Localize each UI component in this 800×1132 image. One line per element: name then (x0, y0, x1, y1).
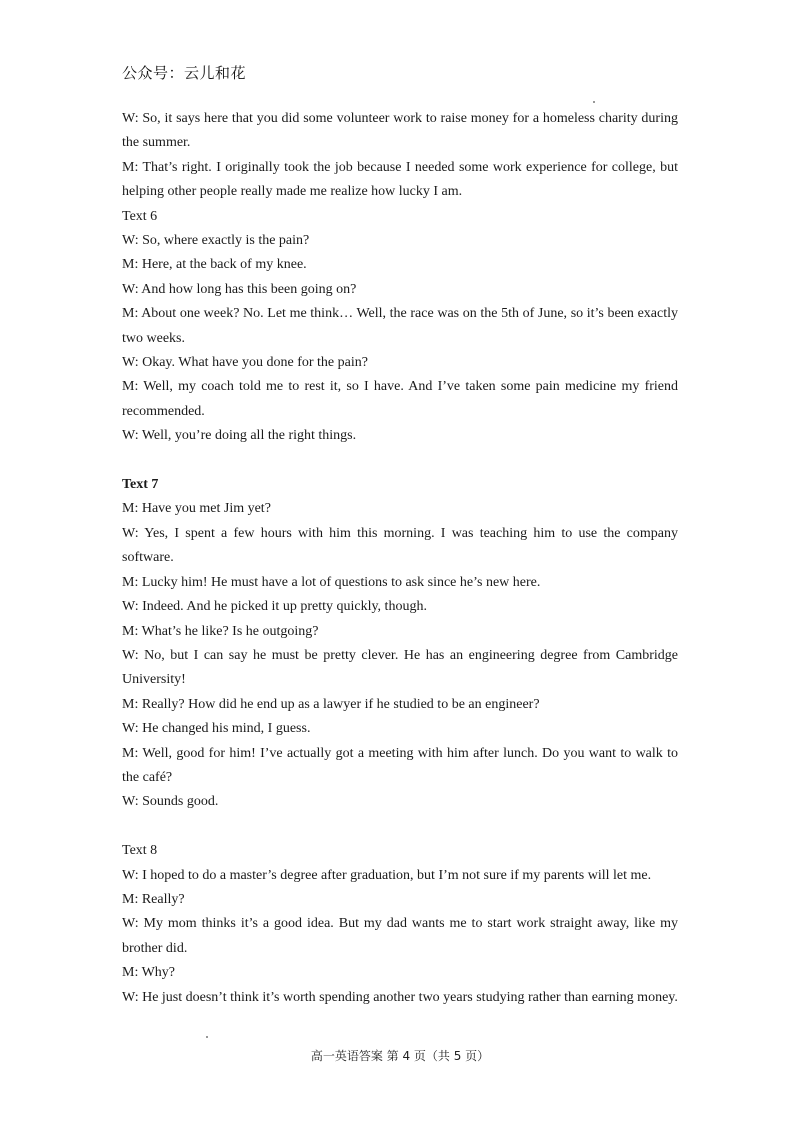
dialogue-line: W: Yes, I spent a few hours with him this morning. I was teaching him to use the company software. (122, 525, 678, 566)
dialogue-line: W: No, but I can say he must be pretty clever. He has an engineering degree from Cambridge University! (122, 647, 678, 688)
dialogue-line: W: My mom thinks it’s a good idea. But my dad wants me to start work straight away, like my brother did. (122, 916, 678, 956)
page-footer: 高一英语答案 第 4 页（共 5 页） (310, 1049, 490, 1063)
dialogue-line: M: Really? (122, 891, 185, 907)
dialogue-line: W: So, where exactly is the pain? (122, 233, 310, 249)
dialogue-line: M: About one week? No. Let me think… Well, the race was on the 5th of June, so it’s been exactly two weeks. (122, 306, 678, 346)
dialogue-line: M: Well, my coach told me to rest it, so I have. And I’ve taken some pain medicine my friend recommended. (122, 379, 678, 419)
dialogue-line: M: Well, good for him! I’ve actually got a meeting with him after lunch. Do you want to walk to the café? (122, 745, 678, 785)
dialogue-line: W: And how long has this been going on? (122, 281, 357, 297)
dialogue-line: M: Really? How did he end up as a lawyer if he studied to be an engineer? (122, 696, 540, 712)
dialogue-line: W: He just doesn’t think it’s worth spending another two years studying rather than earning money. (122, 989, 678, 1005)
header-watermark: 公众号：云儿和花 (122, 64, 247, 82)
dialogue-line: M: Lucky him! He must have a lot of questions to ask since he’s new here. (122, 574, 541, 590)
paragraph-spacer (122, 815, 678, 839)
dialogue-line: W: Indeed. And he picked it up pretty quickly, though. (122, 599, 427, 615)
dialogue-line: M: That’s right. I originally took the job because I needed some work experience for college, but helping other people really made me realize how lucky I am. (122, 159, 678, 200)
paragraph-spacer (122, 449, 678, 473)
dialogue-line: W: Sounds good. (122, 794, 219, 810)
dialogue-line: W: So, it says here that you did some volunteer work to raise money for a homeless charity during the summer. (122, 111, 678, 151)
dialogue-line: M: Have you met Jim yet? (122, 501, 271, 517)
section-heading: Text 6 (122, 208, 158, 224)
dialogue-line: M: Here, at the back of my knee. (122, 257, 307, 273)
section-heading: Text 8 (122, 843, 158, 859)
transcript-body (122, 107, 678, 1010)
dialogue-line: W: He changed his mind, I guess. (122, 721, 311, 737)
scan-dot (206, 1036, 208, 1038)
dialogue-line: W: I hoped to do a master’s degree after graduation, but I’m not sure if my parents will let me. (122, 867, 652, 883)
scan-dot (593, 101, 595, 103)
dialogue-line: M: Why? (122, 965, 176, 981)
dialogue-line: W: Well, you’re doing all the right things. (122, 428, 357, 444)
section-heading: Text 7 (122, 477, 159, 493)
dialogue-line: M: What’s he like? Is he outgoing? (122, 623, 319, 639)
dialogue-line: W: Okay. What have you done for the pain? (122, 355, 368, 371)
